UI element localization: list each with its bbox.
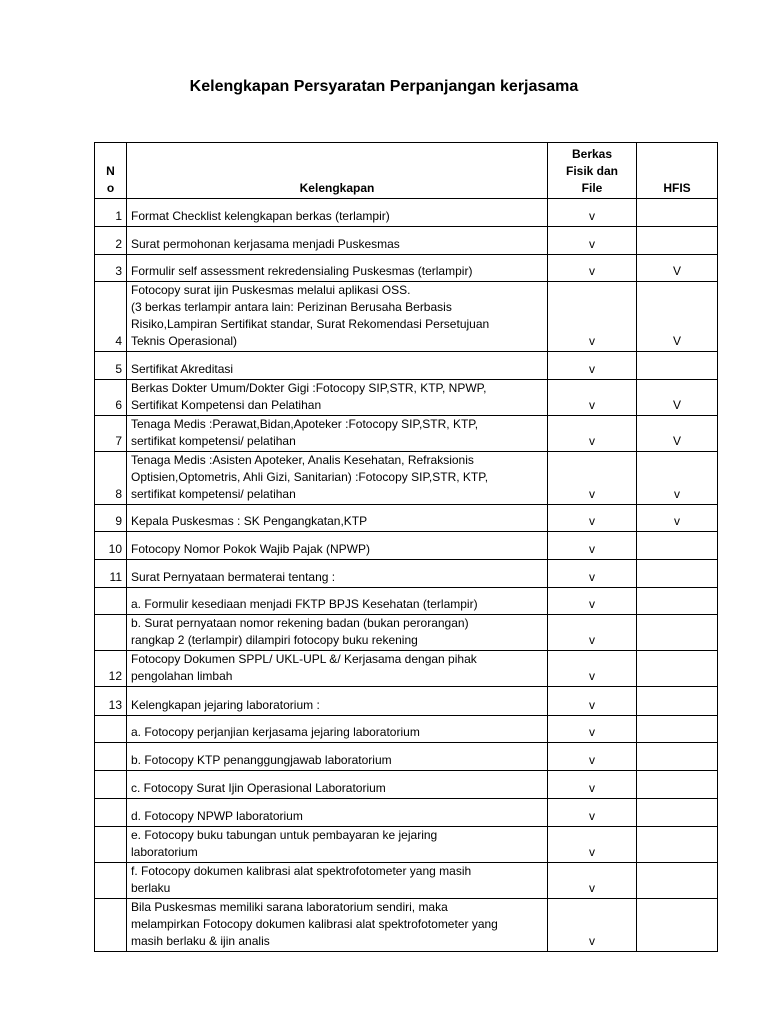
- table-row: [95, 352, 718, 380]
- row-requirement: Fotocopy Dokumen SPPL/ UKL-UPL &/ Kerjasama dengan pihak pengolahan limbah: [127, 651, 548, 687]
- row-number: [95, 588, 127, 615]
- table-row: [95, 588, 718, 615]
- row-number: [95, 827, 127, 863]
- row-number: 4: [95, 282, 127, 352]
- row-number: 2: [95, 227, 127, 255]
- table-row: [95, 771, 718, 799]
- row-berkas-mark: v: [548, 799, 637, 827]
- row-requirement: Kepala Puskesmas : SK Pengangkatan,KTP: [127, 505, 548, 532]
- row-requirement: d. Fotocopy NPWP laboratorium: [127, 799, 548, 827]
- row-berkas-mark: v: [548, 588, 637, 615]
- table-row: [95, 452, 718, 505]
- row-requirement: e. Fotocopy buku tabungan untuk pembayaran ke jejaring laboratorium: [127, 827, 548, 863]
- row-number: 6: [95, 380, 127, 416]
- row-number: 8: [95, 452, 127, 505]
- row-berkas-mark: v: [548, 560, 637, 588]
- row-hfis-mark: [637, 227, 718, 255]
- row-number: [95, 863, 127, 899]
- table-row: [95, 505, 718, 532]
- table-row: [95, 532, 718, 560]
- row-berkas-mark: v: [548, 416, 637, 452]
- table-row: [95, 743, 718, 771]
- row-requirement: c. Fotocopy Surat Ijin Operasional Laboratorium: [127, 771, 548, 799]
- row-hfis-mark: [637, 827, 718, 863]
- table-row: [95, 199, 718, 227]
- row-requirement: b. Fotocopy KTP penanggungjawab laboratorium: [127, 743, 548, 771]
- row-requirement: Surat Pernyataan bermaterai tentang :: [127, 560, 548, 588]
- row-berkas-mark: v: [548, 227, 637, 255]
- row-hfis-mark: V: [637, 282, 718, 352]
- row-hfis-mark: [637, 588, 718, 615]
- row-berkas-mark: v: [548, 199, 637, 227]
- table-row: [95, 227, 718, 255]
- row-berkas-mark: v: [548, 255, 637, 282]
- table-row: [95, 282, 718, 352]
- row-requirement: b. Surat pernyataan nomor rekening badan (bukan perorangan) rangkap 2 (terlampir) dilampiri fotocopy buku rekening: [127, 615, 548, 651]
- row-requirement: a. Formulir kesediaan menjadi FKTP BPJS Kesehatan (terlampir): [127, 588, 548, 615]
- row-berkas-mark: v: [548, 380, 637, 416]
- table-row: [95, 615, 718, 651]
- row-number: 9: [95, 505, 127, 532]
- row-hfis-mark: [637, 651, 718, 687]
- row-berkas-mark: v: [548, 827, 637, 863]
- row-berkas-mark: v: [548, 899, 637, 952]
- row-requirement: Formulir self assessment rekredensialing Puskesmas (terlampir): [127, 255, 548, 282]
- table-row: [95, 651, 718, 687]
- row-hfis-mark: [637, 532, 718, 560]
- header-hfis: HFIS: [637, 143, 718, 199]
- row-hfis-mark: [637, 615, 718, 651]
- table-row: [95, 863, 718, 899]
- row-hfis-mark: V: [637, 380, 718, 416]
- row-requirement: a. Fotocopy perjanjian kerjasama jejaring laboratorium: [127, 716, 548, 743]
- header-no: N o: [95, 143, 127, 199]
- row-berkas-mark: v: [548, 863, 637, 899]
- row-requirement: f. Fotocopy dokumen kalibrasi alat spektrofotometer yang masih berlaku: [127, 863, 548, 899]
- row-berkas-mark: v: [548, 651, 637, 687]
- table-row: [95, 899, 718, 952]
- row-hfis-mark: [637, 799, 718, 827]
- row-number: [95, 771, 127, 799]
- row-berkas-mark: v: [548, 505, 637, 532]
- row-number: [95, 899, 127, 952]
- table-row: [95, 716, 718, 743]
- row-hfis-mark: [637, 687, 718, 716]
- row-berkas-mark: v: [548, 352, 637, 380]
- row-requirement: Kelengkapan jejaring laboratorium :: [127, 687, 548, 716]
- row-hfis-mark: [637, 352, 718, 380]
- document-title: Kelengkapan Persyaratan Perpanjangan kerjasama: [189, 78, 579, 95]
- row-number: 7: [95, 416, 127, 452]
- row-number: 11: [95, 560, 127, 588]
- row-hfis-mark: [637, 899, 718, 952]
- table-row: [95, 827, 718, 863]
- row-berkas-mark: v: [548, 615, 637, 651]
- row-number: 13: [95, 687, 127, 716]
- row-hfis-mark: [637, 863, 718, 899]
- row-hfis-mark: [637, 716, 718, 743]
- row-berkas-mark: v: [548, 452, 637, 505]
- table-row: [95, 416, 718, 452]
- table-row: [95, 560, 718, 588]
- row-requirement: Sertifikat Akreditasi: [127, 352, 548, 380]
- row-requirement: Format Checklist kelengkapan berkas (terlampir): [127, 199, 548, 227]
- row-berkas-mark: v: [548, 532, 637, 560]
- header-kelengkapan: Kelengkapan: [127, 143, 548, 199]
- row-hfis-mark: [637, 771, 718, 799]
- row-hfis-mark: v: [637, 505, 718, 532]
- row-berkas-mark: v: [548, 771, 637, 799]
- row-number: [95, 799, 127, 827]
- row-requirement: Tenaga Medis :Asisten Apoteker, Analis Kesehatan, Refraksionis Optisien,Optometris, Ahli Gizi, Sanitarian) :Fotocopy SIP,STR, KTP, sertifikat kompetensi/ pelatihan: [127, 452, 548, 505]
- row-number: 3: [95, 255, 127, 282]
- header-berkas: Berkas Fisik dan File: [548, 143, 637, 199]
- row-hfis-mark: v: [637, 452, 718, 505]
- table-header-row: [95, 143, 718, 199]
- row-number: [95, 716, 127, 743]
- row-hfis-mark: V: [637, 416, 718, 452]
- row-requirement: Bila Puskesmas memiliki sarana laboratorium sendiri, maka melampirkan Fotocopy dokumen kalibrasi alat spektrofotometer yang masih berlaku & ijin analis: [127, 899, 548, 952]
- table-row: [95, 799, 718, 827]
- row-berkas-mark: v: [548, 716, 637, 743]
- row-number: 5: [95, 352, 127, 380]
- row-berkas-mark: v: [548, 282, 637, 352]
- row-berkas-mark: v: [548, 687, 637, 716]
- requirements-table-body: [95, 143, 718, 952]
- row-hfis-mark: V: [637, 255, 718, 282]
- requirements-table: [94, 142, 718, 952]
- table-row: [95, 255, 718, 282]
- row-number: 1: [95, 199, 127, 227]
- table-row: [95, 687, 718, 716]
- row-requirement: Berkas Dokter Umum/Dokter Gigi :Fotocopy SIP,STR, KTP, NPWP, Sertifikat Kompetensi dan Pelatihan: [127, 380, 548, 416]
- table-row: [95, 380, 718, 416]
- row-requirement: Surat permohonan kerjasama menjadi Puskesmas: [127, 227, 548, 255]
- row-number: 12: [95, 651, 127, 687]
- row-requirement: Tenaga Medis :Perawat,Bidan,Apoteker :Fotocopy SIP,STR, KTP, sertifikat kompetensi/ pelatihan: [127, 416, 548, 452]
- row-hfis-mark: [637, 743, 718, 771]
- row-berkas-mark: v: [548, 743, 637, 771]
- row-hfis-mark: [637, 199, 718, 227]
- row-number: 10: [95, 532, 127, 560]
- row-requirement: Fotocopy surat ijin Puskesmas melalui aplikasi OSS. (3 berkas terlampir antara lain: Perizinan Berusaha Berbasis Risiko,Lampiran Sertifikat standar, Surat Rekomendasi Persetujuan Teknis Operasional): [127, 282, 548, 352]
- row-hfis-mark: [637, 560, 718, 588]
- row-number: [95, 743, 127, 771]
- row-requirement: Fotocopy Nomor Pokok Wajib Pajak (NPWP): [127, 532, 548, 560]
- row-number: [95, 615, 127, 651]
